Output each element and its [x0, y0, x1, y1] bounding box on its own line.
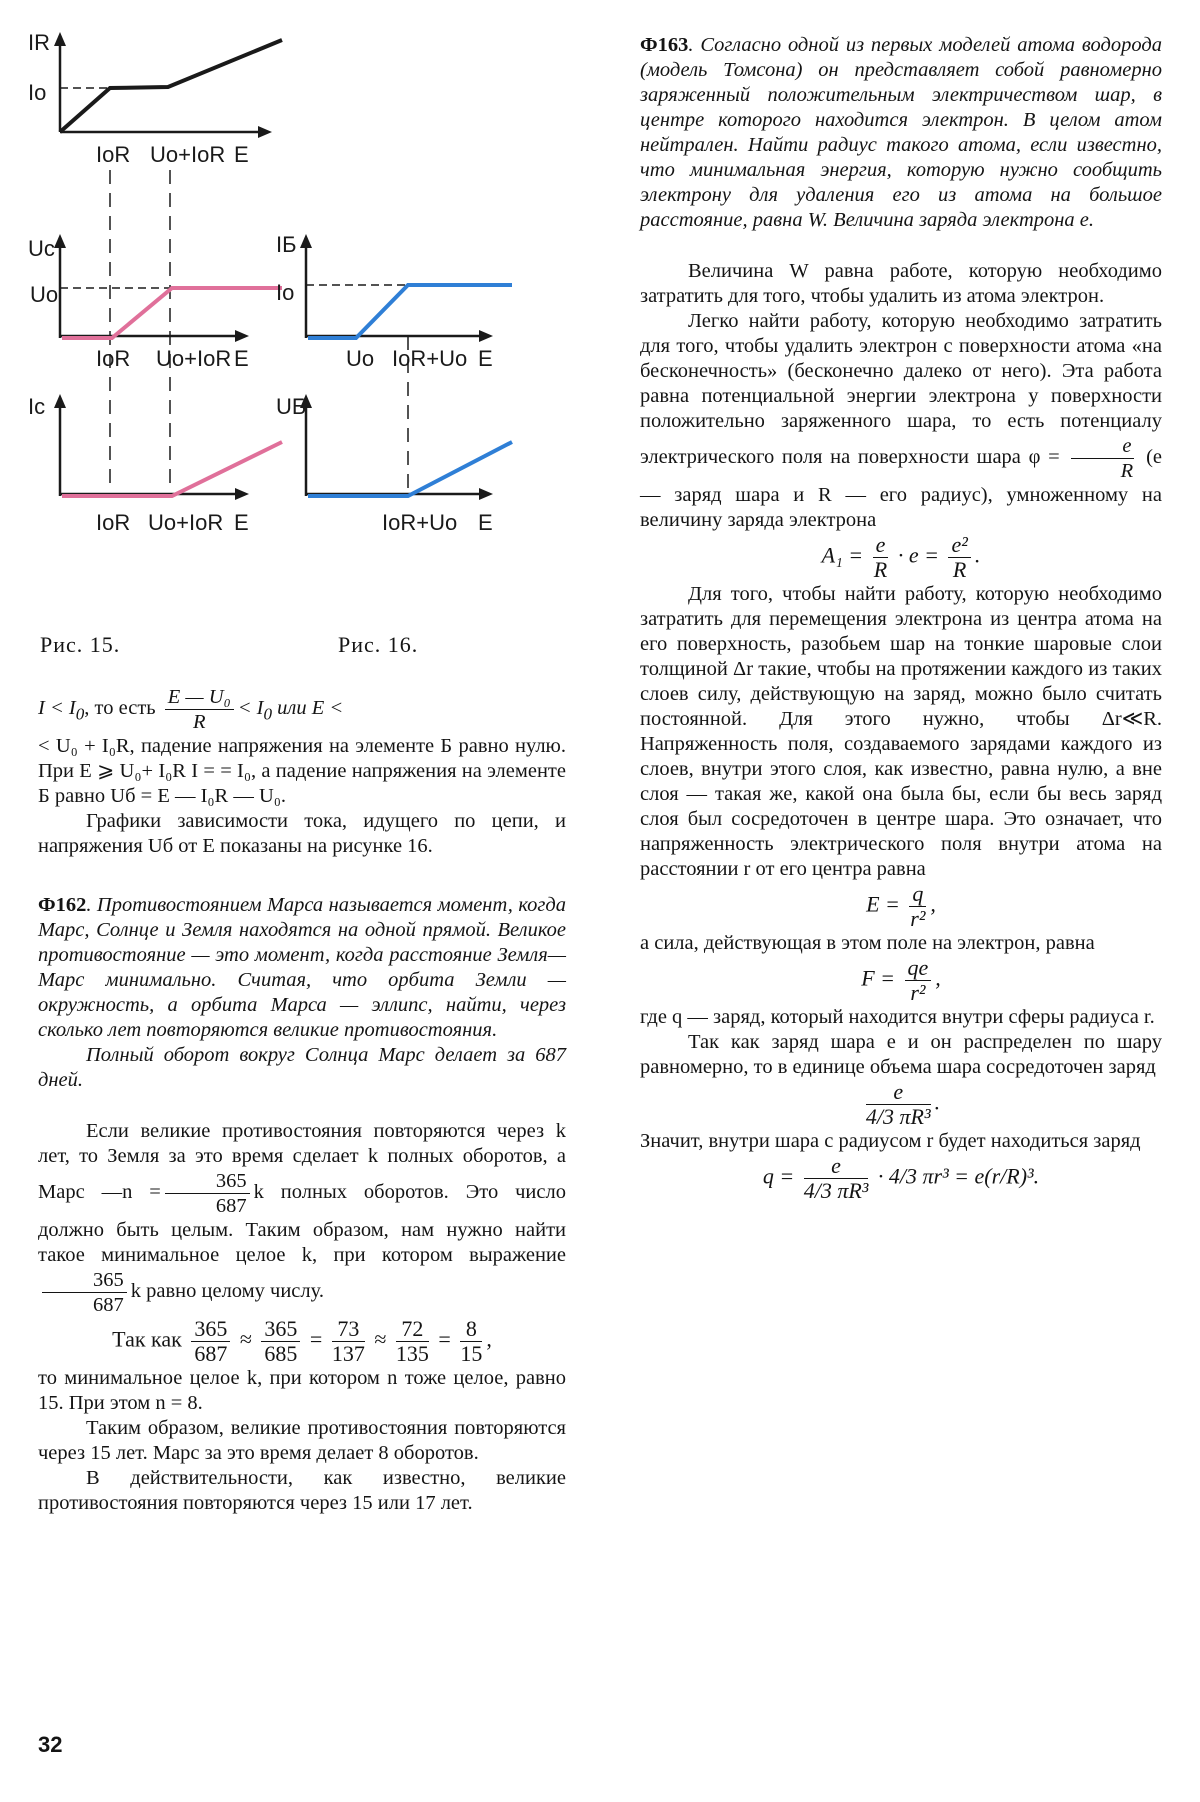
svg-text:IoR: IoR — [96, 346, 131, 371]
left-p6: то минимальное целое k, при котором n тоже целое, равно 15. При этом n = 8. — [38, 1367, 566, 1414]
frac-a1-2: $\frac{\text{e²}}{R}$ — [948, 533, 970, 582]
right-p6: Так как заряд шара e и он распределен по шару равномерно, то в единице объема шара сосредоточен заряд — [640, 1031, 1162, 1078]
svg-text:Ic: Ic — [28, 394, 46, 419]
svg-text:E: E — [234, 142, 249, 167]
svg-text:IoR+Uo: IoR+Uo — [392, 346, 468, 371]
frac-365-687: $\frac{365}{687}$ — [165, 1169, 250, 1218]
ir-axis-label: IR — [28, 30, 50, 55]
frac-c: $\frac{73}{137}$ — [331, 1316, 365, 1366]
frac-a1-1: $\frac{e}{R}$ — [873, 532, 888, 582]
left-p3: Графики зависимости тока, идущего по цепи, и напряжения Uб от E показаны на рисунке 16. — [38, 810, 566, 857]
frac-365-687-b: $\frac{365}{687}$ — [42, 1268, 127, 1317]
graphs-svg — [20, 20, 580, 630]
frac-a: $\frac{365}{687}$ — [191, 1317, 230, 1366]
frac-force: $\frac{qe}{\text{r²}}$ — [905, 956, 932, 1005]
svg-text:Uo: Uo — [30, 282, 59, 307]
ub-curve — [308, 442, 512, 496]
left-column — [38, 685, 566, 1516]
graph-ir — [28, 30, 282, 167]
ir-curve — [60, 40, 282, 132]
fig15-caption: Рис. 15. — [40, 632, 121, 657]
left-p2: < U₀ + I₀R, падение напряжения на элементе Б равно нулю. При E ⩾ U₀+ I₀R I = = I₀, а падение напряжения на элементе Б равно Uб = E — I₀R — U₀. — [38, 735, 566, 807]
svg-text:UБ: UБ — [276, 394, 307, 419]
frac-q: $\frac{e}{\text{4/3 πR³}}$ — [803, 1153, 869, 1203]
page-number: 32 — [38, 1732, 63, 1757]
svg-text:IoR: IoR — [96, 510, 131, 535]
svg-text:E: E — [234, 510, 249, 535]
left-p8: В действительности, как известно, великие противостояния повторяются через 15 или 17 лет. — [38, 1467, 566, 1514]
right-column — [640, 33, 1162, 1203]
frac-e-field: $\frac{q}{\text{r²}}$ — [910, 881, 926, 931]
right-p4: а сила, действующая в этом поле на электрон, равна — [640, 932, 1095, 954]
frac-e-u0-r: $\frac{\text{E — U₀}}{R}$ — [165, 685, 234, 734]
left-p1: $I < I_0$, то есть $\frac{\text{E — U₀}}{R}$ < $I_0$ или E < — [38, 686, 344, 733]
ic-curve — [62, 442, 282, 496]
frac-rho: $\frac{e}{\text{4/3 πR³}}$ — [865, 1079, 931, 1129]
svg-text:E: E — [478, 510, 493, 535]
svg-text:Uo+IoR: Uo+IoR — [150, 142, 226, 167]
figures-15-16 — [20, 20, 580, 630]
uc-curve — [62, 288, 282, 338]
svg-text:IoR: IoR — [96, 142, 131, 167]
fig16-caption: Рис. 16. — [338, 632, 419, 657]
approx-chain: Так как $\frac{365}{687}$ ≈ $\frac{365}{685}$ = $\frac{73}{137}$ ≈ $\frac{72}{135}$ = $\frac{8}{15}$ , — [112, 1316, 492, 1366]
svg-text:Uo+IoR: Uo+IoR — [148, 510, 224, 535]
problem-f162-given: Полный оборот вокруг Солнца Марс делает за 687 дней. — [38, 1044, 566, 1091]
formula-a1: A₁ = $\frac{e}{R}$ · e = $\frac{\text{e²}}{R}$ . — [821, 532, 981, 582]
ib-curve — [308, 285, 512, 338]
left-p4: Если великие противостояния повторяются через k лет, то Земля за это время сделает k полных оборотов, а Марс —n = $\frac{365}{687}$ k полных оборотов. Это число должно быть целым. Таким образом, нам нужно найти такое минимальное целое k, при котором выражение $\frac{365}{687}$ k равно целому числу. — [38, 1120, 566, 1316]
graph-ib — [276, 232, 512, 371]
right-p1: Величина W равна работе, которую необходимо затратить для того, чтобы удалить из атома электрон. — [640, 260, 1162, 307]
problem-f162: Ф162. Противостоянием Марса называется момент, когда Марс, Солнце и Земля находятся на одной прямой. Великое противостояние — это момент, когда расстояние Земля—Марс минимально. Считая, что орбита Земли — окружность, а орбита Марса — эллипс, найти, через сколько лет повторяются великие противостояния. — [38, 894, 566, 1041]
svg-text:IoR+Uo: IoR+Uo — [382, 510, 458, 535]
graph-uc — [28, 234, 282, 371]
svg-text:Uo+IoR: Uo+IoR — [156, 346, 232, 371]
frac-b: $\frac{365}{685}$ — [261, 1317, 300, 1366]
right-p2: Легко найти работу, которую необходимо затратить для того, чтобы удалить электрон с поверхности атома «на бесконечность» (бесконечно далеко от него). Эта работа равна потенциальной энергии электрона у поверхности положительно заряженного шара, то есть потенциалу электрического поля на поверхности шара φ = $\frac{e}{R}$ (e — заряд шара и R — его радиус), умноженному на величину заряда электрона — [640, 310, 1163, 531]
frac-d: $\frac{72}{135}$ — [395, 1316, 429, 1366]
formula-q: q = $\frac{e}{\text{4/3 πR³}}$ · 4/3 πr³ = e(r/R)³. — [762, 1153, 1040, 1203]
frac-phi: $\frac{e}{R}$ — [1071, 434, 1134, 483]
graph-ub — [276, 394, 512, 535]
svg-text:Io: Io — [28, 80, 47, 105]
svg-text:Io: Io — [276, 280, 295, 305]
svg-text:Uo: Uo — [346, 346, 375, 371]
formula-rho: $\frac{e}{\text{4/3 πR³}}$ . — [865, 1079, 941, 1129]
formula-e: E = $\frac{q}{\text{r²}}$ , — [866, 881, 936, 931]
svg-text:Uc: Uc — [28, 236, 55, 261]
frac-e: $\frac{8}{15}$ — [460, 1316, 483, 1366]
svg-text:IБ: IБ — [276, 232, 297, 257]
right-p3: Для того, чтобы найти работу, которую необходимо затратить для перемещения электрона из центра атома на его поверхность, разобьем шар на тонкие шаровые слои толщиной Δr такие, чтобы на протяжении каждого из таких слоев силу, действующую на заряд, можно было считать постоянной. Для этого нужно, чтобы Δr≪R. Напряженность поля, создаваемого зарядами каждого из слоев, внутри этого слоя, как известно, равна нулю, а вне слоя — такая же, какой она была бы, если бы весь заряд слоя был сосредоточен в центре шара. Это означает, что напряженность электрического поля внутри атома на расстоянии r от его центра равна — [640, 583, 1162, 880]
formula-f: F = $\frac{qe}{\text{r²}}$ , — [861, 955, 941, 1005]
graph-ic — [28, 394, 282, 535]
right-p5: где q — заряд, который находится внутри сферы радиуса r. — [640, 1006, 1155, 1028]
problem-f163: Ф163. Согласно одной из первых моделей атома водорода (модель Томсона) он представляет собой равномерно заряженный положительным электричеством шар, в центре которого находится электрон. В целом атом нейтрален. Найти радиус такого атома, если известно, что минимальная энергия, которую нужно сообщить электрону для удаления его из атома на большое расстояние, равна W. Величина заряда электрона e. — [640, 34, 1162, 231]
svg-text:E: E — [234, 346, 249, 371]
right-p7: Значит, внутри шара с радиусом r будет находиться заряд — [640, 1130, 1141, 1152]
svg-text:E: E — [478, 346, 493, 371]
left-p7: Таким образом, великие противостояния повторяются через 15 лет. Марс за это время делает 8 оборотов. — [38, 1417, 566, 1464]
